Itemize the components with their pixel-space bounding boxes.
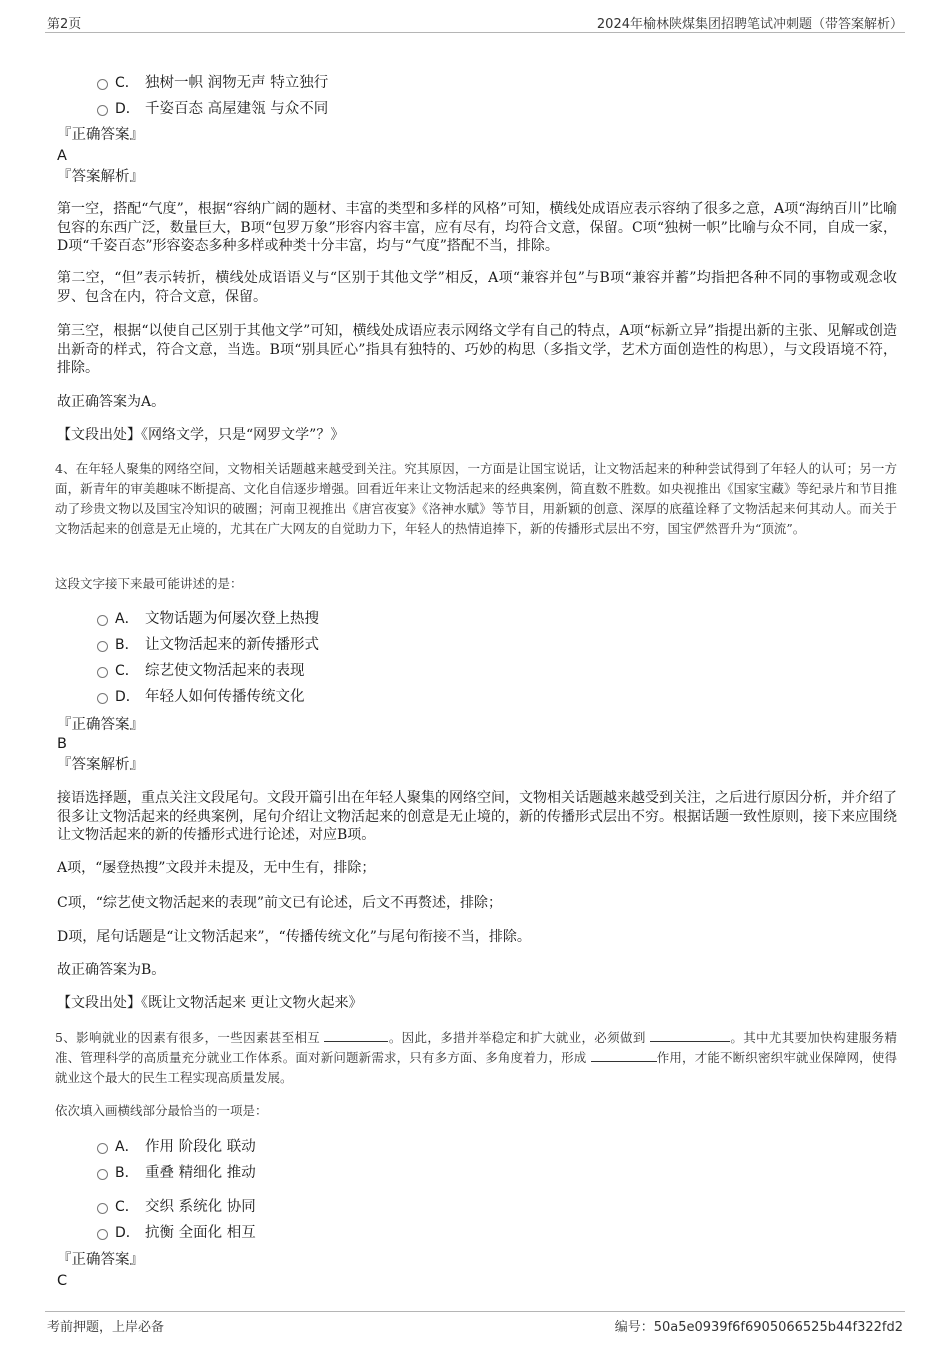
radio-icon[interactable] [97,1169,108,1180]
radio-icon[interactable] [97,105,108,116]
radio-icon[interactable] [97,641,108,652]
q3-option-c[interactable]: C． 独树一帜 润物无声 特立独行 [97,73,328,93]
q3-option-d[interactable]: D． 千姿百态 高屋建瓴 与众不同 [97,99,328,119]
radio-icon[interactable] [97,693,108,704]
q4-option-c[interactable]: C． 综艺使文物活起来的表现 [97,661,305,681]
radio-icon[interactable] [97,615,108,626]
q5-prompt: 依次填入画横线部分最恰当的一项是： [55,1103,268,1118]
q4-answer-label: 『正确答案』 [57,717,144,733]
q3-analysis-conclusion: 故正确答案为A。 [57,394,166,410]
page-footer [45,1311,905,1336]
q3-answer: A [57,148,67,164]
q5-option-d[interactable]: D． 抗衡 全面化 相互 [97,1223,256,1243]
q4-analysis-paragraph-1: 接语选择题，重点关注文段尾句。文段开篇引出在年轻人聚集的网络空间，文物相关话题越来越受到关注，之后进行原因分析，并介绍了很多让文物活起来的经典案例，尾句介绍让文物活起来的创意是无止境的，新的传播形式层出不穷。根据话题一致性原则，接下来应围绕让文物活起来的新的传播形式进行论述，对应B项。 [57,790,897,843]
document-title: 2024年榆林陕煤集团招聘笔试冲刺题（带答案解析） [596,17,903,32]
radio-icon[interactable] [97,1143,108,1154]
fill-blank-3[interactable] [591,1049,657,1062]
q3-source: 【文段出处】《网络文学，只是“网罗文学”？》 [57,427,345,443]
fill-blank-2[interactable] [650,1029,730,1042]
q4-prompt: 这段文字接下来最可能讲述的是： [55,576,243,591]
q4-option-a[interactable]: A． 文物话题为何屡次登上热搜 [97,609,319,629]
q5-option-a[interactable]: A． 作用 阶段化 联动 [97,1137,256,1157]
q3-answer-label: 『正确答案』 [57,127,144,143]
radio-icon[interactable] [97,1229,108,1240]
q3-analysis-label: 『答案解析』 [57,169,144,185]
q4-analysis-option-a: A项，“屡登热搜”文段并未提及，无中生有，排除； [57,860,376,876]
q4-analysis-conclusion: 故正确答案为B。 [57,962,166,978]
q5-stem: 5、影响就业的因素有很多，一些因素甚至相互 。因此，多措并举稳定和扩大就业，必须做到 。其中尤其要加快构建服务精准、管理科学的高质量充分就业工作体系。面对新问题新需求，只有多方面、多角度着力，形成 作用，才能不断织密织牢就业保障网，使得就业这个最大的民生工程实现高质量发展。 [55,1030,897,1085]
page-number: 第2页 [47,17,82,32]
q5-answer: C [57,1273,68,1289]
q4-stem: 4、在年轻人聚集的网络空间，文物相关话题越来越受到关注。究其原因，一方面是让国宝说话，让文物活起来的种种尝试得到了年轻人的认可；另一方面，新青年的审美趣味不断提高、文化自信逐步增强。回看近年来让文物活起来的经典案例，简直数不胜数。如央视推出《国家宝藏》等纪录片和节目推动了珍贵文物以及国宝冷知识的破圈；河南卫视推出《唐宫夜宴》《洛神水赋》等节目，用新颖的创意、深厚的底蕴诠释了文物活起来何其动人。而关于文物活起来的创意是无止境的，尤其在广大网友的自觉助力下，年轻人的热情追捧下，新的传播形式层出不穷，国宝俨然晋升为“顶流”。 [55,461,897,536]
radio-icon[interactable] [97,79,108,90]
document-serial: 编号：50a5e0939f6f6905066525b44f322fd2 [614,1320,903,1335]
radio-icon[interactable] [97,1203,108,1214]
q3-analysis-paragraph-2: 第二空，“但”表示转折，横线处成语语义与“区别于其他文学”相反，A项“兼容并包”与B项“兼容并蓄”均指把各种不同的事物或观念收罗、包含在内，符合文意，保留。 [57,270,897,305]
q4-source: 【文段出处】《既让文物活起来 更让文物火起来》 [57,995,363,1011]
radio-icon[interactable] [97,667,108,678]
q5-answer-label: 『正确答案』 [57,1252,144,1268]
footer-slogan: 考前押题，上岸必备 [47,1320,165,1335]
q3-analysis-paragraph-3: 第三空，根据“以使自己区别于其他文学”可知，横线处成语应表示网络文学有自己的特点，A项“标新立异”指提出新的主张、见解或创造出新奇的样式，符合文意，当选。B项“别具匠心”指具有独特的、巧妙的构思（多指文学，艺术方面创造性的构思），与文段语境不符，排除。 [57,323,897,376]
q5-option-c[interactable]: C． 交织 系统化 协同 [97,1197,256,1217]
q4-option-d[interactable]: D． 年轻人如何传播传统文化 [97,687,305,707]
page-header [45,10,905,33]
q4-analysis-option-d: D项，尾句话题是“让文物活起来”，“传播传统文化”与尾句衔接不当，排除。 [57,929,531,945]
q5-option-b[interactable]: B． 重叠 精细化 推动 [97,1163,256,1183]
q4-analysis-label: 『答案解析』 [57,757,144,773]
q4-analysis-option-c: C项，“综艺使文物活起来的表现”前文已有论述，后文不再赘述，排除； [57,895,503,911]
q4-answer: B [57,736,67,752]
q4-option-b[interactable]: B． 让文物活起来的新传播形式 [97,635,319,655]
q3-analysis-paragraph-1: 第一空，搭配“气度”，根据“容纳广阔的题材、丰富的类型和多样的风格”可知，横线处成语应表示容纳了很多之意，A项“海纳百川”比喻包容的东西广泛，数量巨大，B项“包罗万象”形容内容丰富，应有尽有，均符合文意，保留。C项“独树一帜”比喻与众不同，自成一家，D项“千姿百态”形容姿态多种多样或种类十分丰富，均与“气度”搭配不当，排除。 [57,201,897,254]
fill-blank-1[interactable] [324,1029,388,1042]
